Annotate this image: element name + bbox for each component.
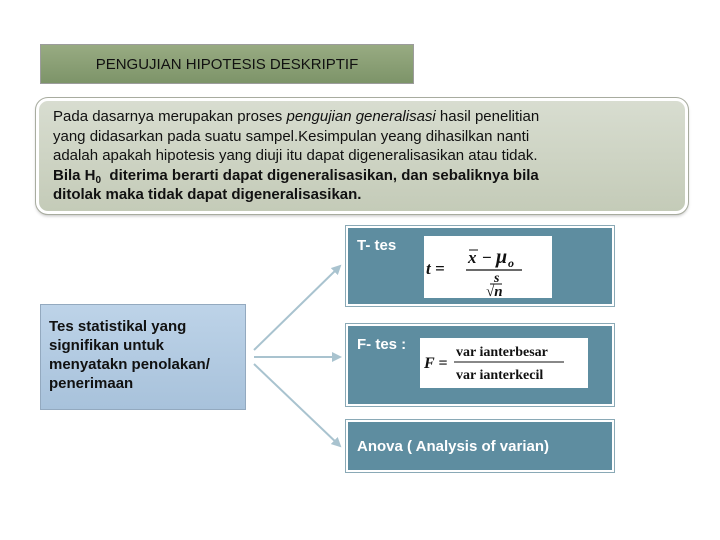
description-line-3: adalah apakah hipotesis yang diuji itu dapat digeneralisasikan atau tidak.: [53, 147, 538, 164]
arrow-to-t-test: [254, 266, 340, 350]
anova-label: Anova ( Analysis of varian): [357, 438, 549, 455]
t-test-box: [346, 226, 614, 306]
description-line-5: ditolak maka tidak dapat digeneralisasikan.: [53, 186, 362, 203]
svg-text:−: −: [482, 248, 492, 267]
description-line-2: yang didasarkan pada suatu sampel.Kesimpulan yeang dihasilkan nanti: [53, 127, 530, 145]
arrow-to-anova: [254, 364, 340, 446]
svg-text:var ianterkecil: var ianterkecil: [456, 368, 544, 383]
svg-text:t =: t =: [426, 259, 445, 278]
slide-title-text: PENGUJIAN HIPOTESIS DESKRIPTIF: [95, 56, 359, 73]
svg-text:s: s: [494, 271, 500, 286]
svg-text:var ianterbesar: var ianterbesar: [456, 345, 548, 360]
t-test-formula: [424, 236, 552, 298]
description-line-4: Bila $H_0$ diterima berarti dapat digeneralisasikan, dan sebaliknya bila: [53, 166, 539, 186]
svg-text:μ: μ: [496, 246, 508, 268]
svg-text:x: x: [468, 248, 477, 267]
svg-text:√n: √n: [486, 284, 503, 298]
anova-box: [346, 420, 614, 472]
f-test-label: F- tes :: [357, 336, 407, 353]
t-test-label: T- tes: [357, 237, 397, 254]
svg-text:F =: F =: [424, 355, 448, 372]
f-test-formula: [420, 338, 588, 388]
f-test-box: [346, 324, 614, 406]
description-line-1: Pada dasarnya merupakan proses pengujian generalisasi hasil penelitian: [53, 108, 540, 125]
statistical-test-text: Tes statistikal yang signifikan untuk menyatakn penolakan/ penerimaan: [49, 318, 210, 392]
svg-text:o: o: [508, 256, 514, 270]
